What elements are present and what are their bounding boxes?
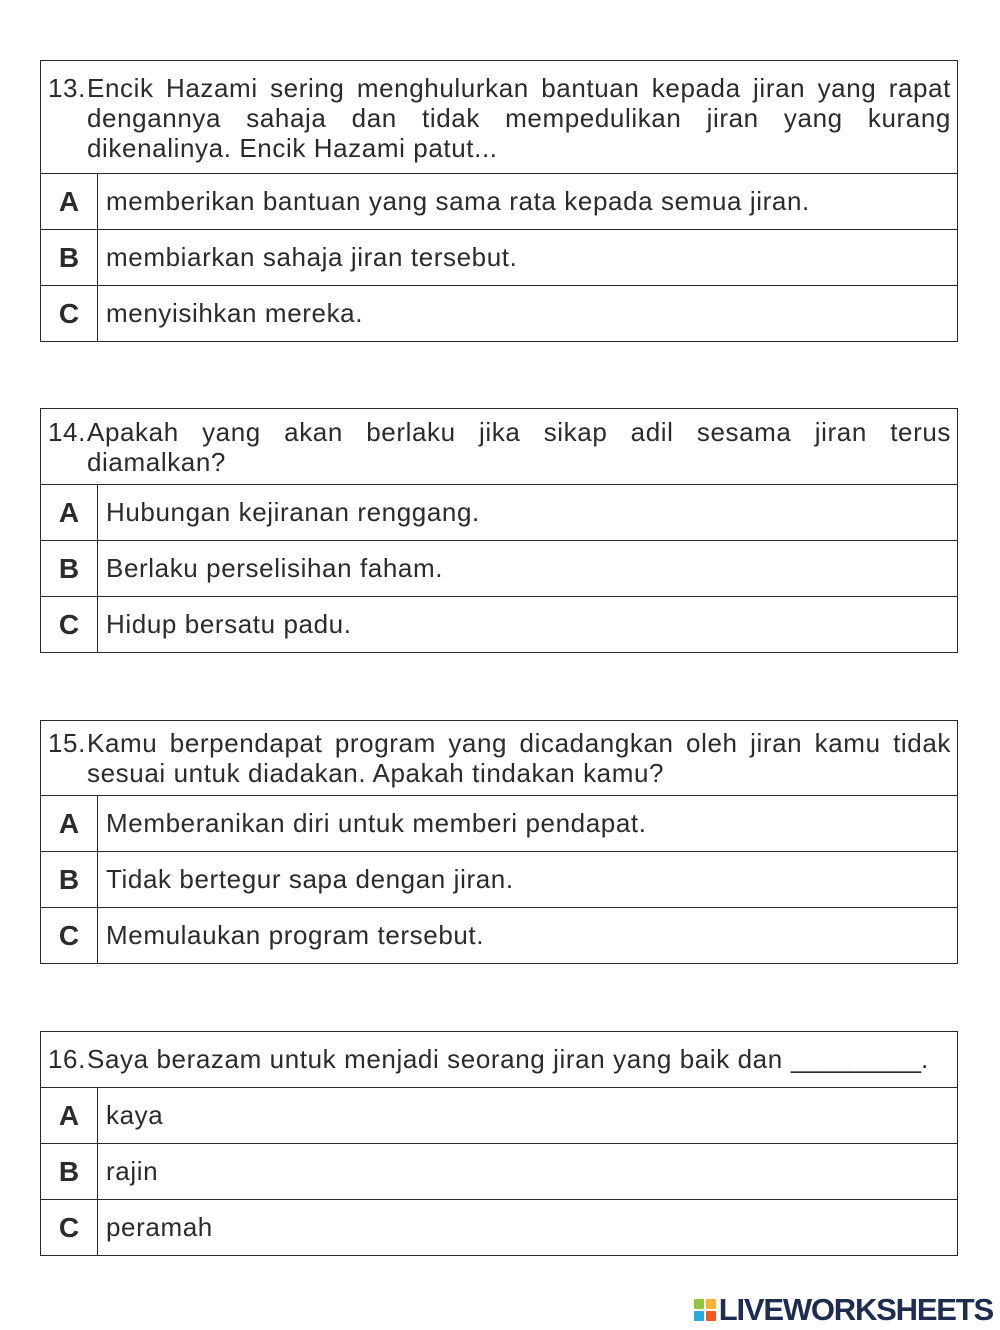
liveworksheets-logo xyxy=(694,1292,993,1327)
logo-tile xyxy=(706,1311,716,1321)
option-letter: C xyxy=(41,286,98,341)
option-text: Memberanikan diri untuk memberi pendapat. xyxy=(106,808,647,838)
option-letter: B xyxy=(41,541,98,596)
question-suffix: . xyxy=(920,1044,929,1074)
option-letter: C xyxy=(41,597,98,652)
question-line: dikenalinya. Encik Hazami patut... xyxy=(87,133,498,163)
option-text: membiarkan sahaja jiran tersebut. xyxy=(106,242,518,272)
question-line: dengannya sahaja dan tidak mempedulikan jiran yang kurang xyxy=(87,103,951,133)
option-letter: A xyxy=(41,1088,98,1143)
option-a[interactable] xyxy=(41,173,957,229)
option-text: Tidak bertegur sapa dengan jiran. xyxy=(106,864,514,894)
option-a[interactable] xyxy=(41,795,957,851)
option-letter: B xyxy=(41,1144,98,1199)
option-text: Memulaukan program tersebut. xyxy=(106,920,485,950)
question-text xyxy=(87,728,951,795)
option-text: kaya xyxy=(106,1100,164,1130)
option-text: Hidup bersatu padu. xyxy=(106,609,352,639)
option-letter: B xyxy=(41,230,98,285)
option-b[interactable] xyxy=(41,851,957,907)
option-text: Hubungan kejiranan renggang. xyxy=(106,497,480,527)
question-line-text: Saya berazam untuk menjadi seorang jiran yang baik dan xyxy=(87,1044,783,1074)
option-a[interactable] xyxy=(41,484,957,540)
question-line: sesuai untuk diadakan. Apakah tindakan kamu? xyxy=(87,758,665,788)
question-line: diamalkan? xyxy=(87,447,226,477)
option-text: Berlaku perselisihan faham. xyxy=(106,553,444,583)
option-letter: A xyxy=(41,174,98,229)
question-stem xyxy=(41,721,957,795)
option-letter: C xyxy=(41,908,98,963)
logo-tile xyxy=(694,1299,704,1309)
question-line: Kamu berpendapat program yang dicadangkan oleh jiran kamu tidak xyxy=(87,728,951,758)
question-line: Encik Hazami sering menghulurkan bantuan kepada jiran yang rapat xyxy=(87,73,951,103)
question-stem xyxy=(41,409,957,484)
option-c[interactable] xyxy=(41,596,957,652)
option-text: menyisihkan mereka. xyxy=(106,298,364,328)
question-stem xyxy=(41,1032,957,1087)
option-letter: C xyxy=(41,1200,98,1255)
option-a[interactable] xyxy=(41,1087,957,1143)
option-b[interactable] xyxy=(41,229,957,285)
question-number: 14. xyxy=(48,417,86,447)
option-b[interactable] xyxy=(41,1143,957,1199)
question-number: 16. xyxy=(48,1044,86,1074)
question-text xyxy=(87,417,951,484)
option-letter: B xyxy=(41,852,98,907)
answer-blank: _________ xyxy=(790,1044,921,1074)
question-line xyxy=(87,1044,951,1074)
question-14 xyxy=(40,408,958,653)
question-15 xyxy=(40,720,958,964)
question-line: Apakah yang akan berlaku jika sikap adil sesama jiran terus xyxy=(87,417,951,447)
question-text xyxy=(87,1044,951,1087)
brand-wordmark: LIVEWORKSHEETS xyxy=(718,1292,993,1327)
question-13 xyxy=(40,60,958,342)
question-stem xyxy=(41,61,957,173)
logo-tile xyxy=(706,1299,716,1309)
option-c[interactable] xyxy=(41,907,957,963)
option-text: peramah xyxy=(106,1212,213,1242)
question-number: 15. xyxy=(48,728,86,758)
option-c[interactable] xyxy=(41,1199,957,1255)
logo-tile xyxy=(694,1311,704,1321)
option-text: rajin xyxy=(106,1156,159,1186)
question-text xyxy=(87,73,951,173)
liveworksheets-logo-icon xyxy=(694,1299,716,1321)
option-letter: A xyxy=(41,796,98,851)
option-letter: A xyxy=(41,485,98,540)
option-text: memberikan bantuan yang sama rata kepada semua jiran. xyxy=(106,186,810,216)
option-b[interactable] xyxy=(41,540,957,596)
question-16 xyxy=(40,1031,958,1256)
question-number: 13. xyxy=(48,73,86,103)
option-c[interactable] xyxy=(41,285,957,341)
